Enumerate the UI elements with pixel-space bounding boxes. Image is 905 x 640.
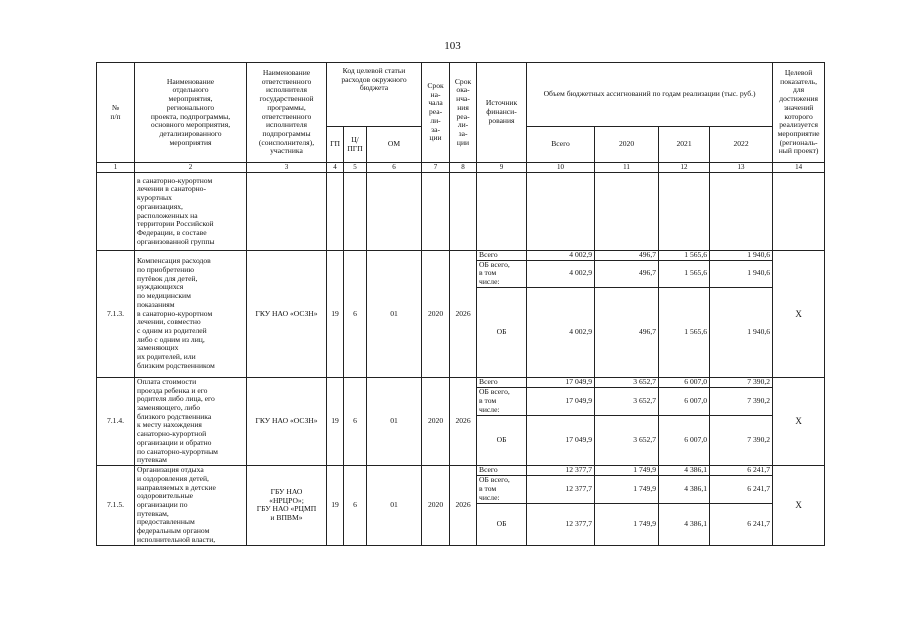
value-total: 4 002,9 [527,260,595,287]
value-2021: 4 386,1 [659,503,710,545]
value-2021: 1 565,6 [659,260,710,287]
column-number: 10 [527,163,595,173]
column-number: 8 [450,163,477,173]
value-2020: 1 749,9 [595,475,659,503]
column-number: 9 [477,163,527,173]
column-number: 5 [344,163,367,173]
row-number: 7.1.3. [97,251,135,378]
value-2021: 6 007,0 [659,415,710,465]
value-2021: 1 565,6 [659,251,710,261]
header-start: Срок на- чала реа- ли- за- ции [422,63,450,163]
column-number: 13 [710,163,773,173]
source-total-label: Всего [477,251,527,261]
row-om: 01 [367,466,422,545]
row-responsible: ГБУ НАО «НРЦРО»; ГБУ НАО «РЦМП и ВПВМ» [247,466,327,545]
row-pgp: 6 [344,377,367,465]
column-number: 3 [247,163,327,173]
source-incl-label: ОБ всего, в том числе: [477,475,527,503]
value-2020: 1 749,9 [595,503,659,545]
row-gp: 19 [327,377,344,465]
source-total-label: Всего [477,466,527,476]
value-2021: 6 007,0 [659,377,710,387]
column-number: 4 [327,163,344,173]
value-2020: 496,7 [595,260,659,287]
value-2022: 6 241,7 [710,503,773,545]
table-row [97,466,825,476]
row-number: 7.1.4. [97,377,135,465]
continuation-row [97,173,825,251]
row-start: 2020 [422,377,450,465]
row-responsible: ГКУ НАО «ОСЗН» [247,377,327,465]
header-row [97,63,825,127]
header-2022: 2022 [710,127,773,163]
value-2022: 1 940,6 [710,287,773,377]
column-number: 12 [659,163,710,173]
row-target: Х [773,377,825,465]
value-2020: 1 749,9 [595,466,659,476]
header-end: Срок ока- нча- ния реа- ли- за- ции [450,63,477,163]
value-2021: 4 386,1 [659,466,710,476]
value-2022: 6 241,7 [710,466,773,476]
column-number: 1 [97,163,135,173]
row-om: 01 [367,377,422,465]
row-start: 2020 [422,466,450,545]
column-number: 6 [367,163,422,173]
value-total: 17 049,9 [527,387,595,415]
column-number: 2 [135,163,247,173]
header-om: ОМ [367,127,422,163]
value-2022: 7 390,2 [710,415,773,465]
row-target: Х [773,251,825,378]
continuation-text: в санаторно-курортном лечении в санаторно- курортных организациях, расположенных на территории Российской Федерации, в составе организованной группы [135,173,247,251]
source-total-label: Всего [477,377,527,387]
row-end: 2026 [450,466,477,545]
source-ob-label: ОБ [477,415,527,465]
header-total: Всего [527,127,595,163]
header-responsible: Наименование ответственного исполнителя государственной программы, ответственного исполнителя подпрограммы (соисполнителя), участника [247,63,327,163]
value-2021: 6 007,0 [659,387,710,415]
row-gp: 19 [327,251,344,378]
value-total: 4 002,9 [527,287,595,377]
value-2022: 6 241,7 [710,475,773,503]
row-responsible: ГКУ НАО «ОСЗН» [247,251,327,378]
row-target: Х [773,466,825,545]
row-name: Организация отдыха и оздоровления детей, направляемых в детские оздоровительные организации по путевкам, предоставленным федеральным органом исполнительной власти, [135,466,247,545]
header-code-group: Код целевой статьи расходов окружного бюджета [327,63,422,127]
row-gp: 19 [327,466,344,545]
header-pgp: Ц/ ПГП [344,127,367,163]
header-target: Целевой показатель, для достижения значений которого реализуется мероприятие (региональ- ный проект) [773,63,825,163]
value-total: 17 049,9 [527,415,595,465]
header-gp: ГП [327,127,344,163]
table-row [97,377,825,387]
value-2020: 3 652,7 [595,415,659,465]
value-total: 17 049,9 [527,377,595,387]
row-end: 2026 [450,377,477,465]
header-2020: 2020 [595,127,659,163]
value-2022: 7 390,2 [710,387,773,415]
header-2021: 2021 [659,127,710,163]
value-total: 4 002,9 [527,251,595,261]
row-end: 2026 [450,251,477,378]
value-2020: 496,7 [595,287,659,377]
header-num: № п/п [97,63,135,163]
column-number: 14 [773,163,825,173]
header-volume-group: Объем бюджетных ассигнований по годам реализации (тыс. руб.) [527,63,773,127]
table-row [97,251,825,261]
value-2022: 7 390,2 [710,377,773,387]
row-om: 01 [367,251,422,378]
source-ob-label: ОБ [477,503,527,545]
row-name: Оплата стоимости проезда ребенка и его родителя либо лица, его заменяющего, либо близкого родственника к месту нахождения санаторно-курортной организации и обратно по санаторно-курортным путевкам [135,377,247,465]
column-number: 11 [595,163,659,173]
row-pgp: 6 [344,466,367,545]
value-2020: 496,7 [595,251,659,261]
value-2021: 4 386,1 [659,475,710,503]
column-number: 7 [422,163,450,173]
value-total: 12 377,7 [527,466,595,476]
value-2020: 3 652,7 [595,387,659,415]
source-ob-label: ОБ [477,287,527,377]
row-number: 7.1.5. [97,466,135,545]
row-pgp: 6 [344,251,367,378]
header-source: Источник финанси- рования [477,63,527,163]
source-incl-label: ОБ всего, в том числе: [477,260,527,287]
value-2021: 1 565,6 [659,287,710,377]
budget-table [96,62,825,546]
value-2022: 1 940,6 [710,260,773,287]
value-total: 12 377,7 [527,475,595,503]
header-name: Наименование отдельного мероприятия, регионального проекта, подпрограммы, основного мероприятия, детализированного мероприятия [135,63,247,163]
value-2022: 1 940,6 [710,251,773,261]
row-name: Компенсация расходов по приобретению путёвок для детей, нуждающихся по медицинским показаниям в санаторно-курортном лечении, совместно с одним из родителей либо с одним из лиц, заменяющих их родителей, или близким родственником [135,251,247,378]
source-incl-label: ОБ всего, в том числе: [477,387,527,415]
page-number: 103 [444,40,461,52]
value-total: 12 377,7 [527,503,595,545]
row-start: 2020 [422,251,450,378]
value-2020: 3 652,7 [595,377,659,387]
column-number-row [97,163,825,173]
